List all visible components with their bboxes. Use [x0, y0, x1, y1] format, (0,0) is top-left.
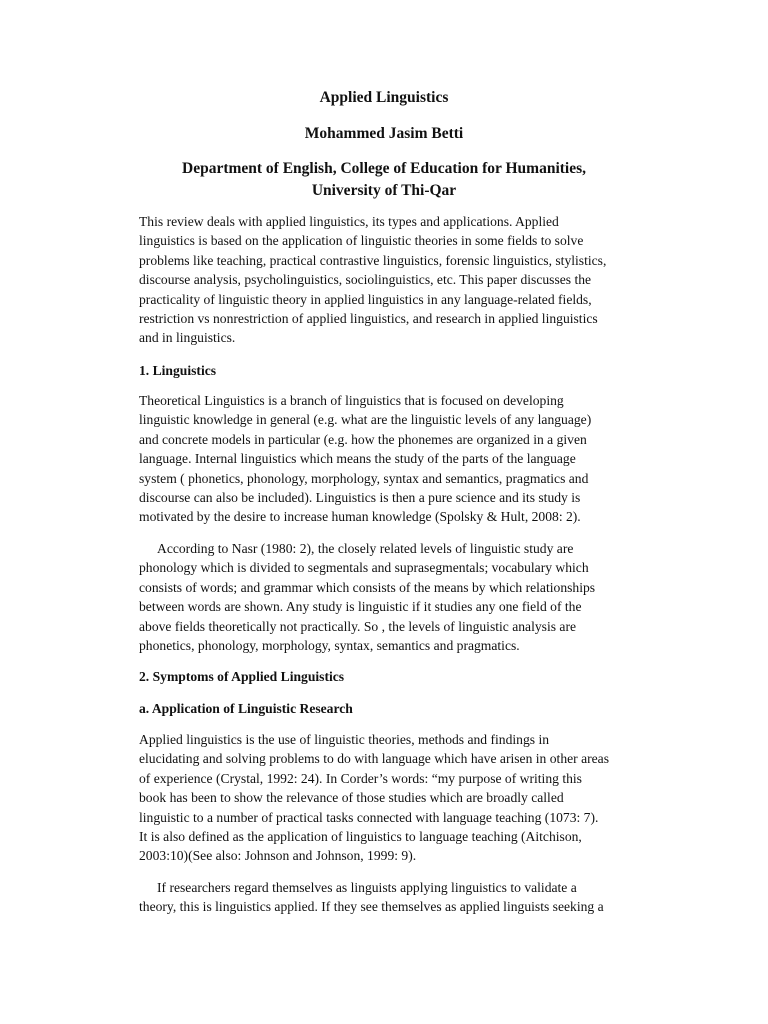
application-paragraph-2 [139, 878, 629, 917]
text-line: If researchers regard themselves as linguists applying linguistics to validate a [157, 880, 577, 895]
text-line: Theoretical Linguistics is a branch of linguistics that is focused on developing [139, 393, 564, 408]
text-line: above fields theoretically not practically. So , the levels of linguistic analysis are [139, 618, 577, 634]
application-paragraph-1 [139, 730, 629, 866]
text-line: language. Internal linguistics which means the study of the parts of the language [139, 451, 576, 467]
text-line: This review deals with applied linguistics, its types and applications. Applied [139, 214, 559, 229]
text-line: system ( phonetics, phonology, morphology, syntax and semantics, pragmatics and [139, 470, 589, 486]
text-line: Applied linguistics is the use of linguistic theories, methods and findings in [139, 732, 550, 747]
subsection-heading-application: a. Application of Linguistic Research [139, 701, 353, 716]
text-line: and concrete models in particular (e.g. how the phonemes are organized in a given [139, 431, 587, 447]
text-line: restriction vs nonrestriction of applied linguistics, and research in applied linguistics [139, 311, 598, 327]
text-line: According to Nasr (1980: 2), the closely related levels of linguistic study are [157, 541, 574, 556]
text-line: linguistics is based on the application of linguistic theories in some fields to solve [139, 233, 584, 249]
section-heading-symptoms: 2. Symptoms of Applied Linguistics [139, 669, 345, 684]
text-line: motivated by the desire to increase human knowledge (Spolsky & Hult, 2008: 2). [139, 509, 581, 525]
document-title: Applied Linguistics [319, 89, 449, 106]
text-line: problems like teaching, practical contrastive linguistics, forensic linguistics, stylistics, [139, 252, 607, 268]
text-line: book has been to show the relevance of those studies which are broadly called [139, 790, 564, 806]
text-line: and in linguistics. [139, 330, 236, 346]
affiliation-line: Department of English, College of Education for Humanities, [182, 160, 586, 177]
text-line: between words are shown. Any study is linguistic if it studies any one field of the [139, 599, 582, 615]
text-line: practicality of linguistic theory in applied linguistics in any language-related fields, [139, 291, 592, 307]
linguistics-paragraph-2 [139, 539, 629, 655]
text-line: theory, this is linguistics applied. If they see themselves as applied linguists seeking a [139, 899, 604, 915]
text-line: It is also defined as the application of linguistics to language teaching (Aitchison, [139, 829, 582, 845]
text-line: of experience (Crystal, 1992: 24). In Corder’s words: “my purpose of writing this [139, 770, 582, 786]
section-heading-linguistics: 1. Linguistics [139, 363, 217, 378]
author-affiliation [120, 158, 648, 202]
text-line: discourse analysis, psycholinguistics, sociolinguistics, etc. This paper discusses the [139, 272, 592, 288]
text-line: 2003:10)(See also: Johnson and Johnson, 1999: 9). [139, 848, 417, 864]
author-name: Mohammed Jasim Betti [304, 125, 464, 142]
text-line: discourse can also be included). Linguistics is then a pure science and its study is [139, 490, 581, 506]
text-line: phonology which is divided to segmentals and suprasegmentals; vocabulary which [139, 560, 589, 576]
text-line: consists of words; and grammar which consists of the means by which relationships [139, 579, 596, 595]
text-line: linguistic knowledge in general (e.g. what are the linguistic levels of any language) [139, 412, 592, 428]
text-line: elucidating and solving problems to do with language which have arisen in other areas [139, 751, 609, 767]
text-line: linguistic to a number of practical tasks connected with language teaching (1073: 7). [139, 809, 599, 825]
abstract-paragraph [139, 212, 629, 348]
text-line: phonetics, phonology, morphology, syntax, semantics and pragmatics. [139, 638, 520, 654]
affiliation-line: University of Thi-Qar [311, 182, 457, 199]
linguistics-paragraph-1 [139, 391, 629, 527]
